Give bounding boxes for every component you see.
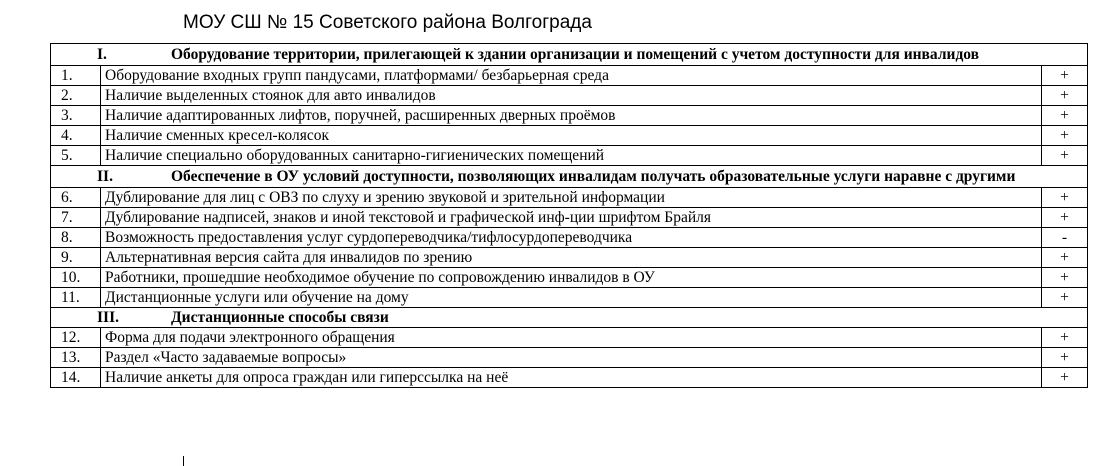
table-row — [51, 228, 1088, 248]
row-number: 5. — [51, 146, 101, 166]
row-description: Раздел «Часто задаваемые вопросы» — [101, 348, 1042, 368]
section-header-cell — [51, 166, 1088, 188]
row-number: 11. — [51, 288, 101, 308]
row-mark: + — [1042, 86, 1088, 106]
table-row — [51, 188, 1088, 208]
table-row — [51, 248, 1088, 268]
table-row — [51, 268, 1088, 288]
section-header-cell — [51, 308, 1088, 328]
row-description: Дистанционные услуги или обучение на дому — [101, 288, 1042, 308]
row-mark: + — [1042, 106, 1088, 126]
row-mark: + — [1042, 248, 1088, 268]
row-mark: + — [1042, 348, 1088, 368]
row-description: Альтернативная версия сайта для инвалидов по зрению — [101, 248, 1042, 268]
table-row — [51, 86, 1088, 106]
row-number: 1. — [51, 66, 101, 86]
document-title: МОУ СШ № 15 Советского района Волгограда — [183, 12, 592, 33]
row-number: 2. — [51, 86, 101, 106]
row-description: Наличие сменных кресел-колясок — [101, 126, 1042, 146]
section-header-row — [51, 44, 1088, 66]
table-row — [51, 208, 1088, 228]
section-heading: Обеспечение в ОУ условий доступности, позволяющих инвалидам получать образовательные услуги наравне с другими — [171, 168, 1016, 185]
row-description: Наличие анкеты для опроса граждан или гиперссылка на неё — [101, 368, 1042, 388]
row-mark: + — [1042, 188, 1088, 208]
row-mark: + — [1042, 288, 1088, 308]
table-row — [51, 328, 1088, 348]
section-number: I. — [97, 46, 107, 63]
table-row — [51, 106, 1088, 126]
row-mark: + — [1042, 208, 1088, 228]
row-number: 10. — [51, 268, 101, 288]
row-mark: + — [1042, 268, 1088, 288]
row-number: 13. — [51, 348, 101, 368]
section-heading: Оборудование территории, прилегающей к здании организации и помещений с учетом доступности для инвалидов — [171, 46, 980, 63]
section-header-row — [51, 308, 1088, 328]
section-number: II. — [97, 168, 113, 185]
row-number: 8. — [51, 228, 101, 248]
table-row — [51, 126, 1088, 146]
row-mark: + — [1042, 66, 1088, 86]
row-number: 3. — [51, 106, 101, 126]
row-description: Наличие специально оборудованных санитарно-гигиенических помещений — [101, 146, 1042, 166]
row-number: 4. — [51, 126, 101, 146]
row-number: 6. — [51, 188, 101, 208]
row-number: 7. — [51, 208, 101, 228]
section-heading: Дистанционные способы связи — [171, 309, 389, 326]
row-description: Работники, прошедшие необходимое обучение по сопровождению инвалидов в ОУ — [101, 268, 1042, 288]
table-row — [51, 348, 1088, 368]
section-header-cell — [51, 44, 1088, 66]
row-mark: + — [1042, 146, 1088, 166]
row-description: Возможность предоставления услуг сурдопереводчика/тифлосурдопереводчика — [101, 228, 1042, 248]
table-row — [51, 288, 1088, 308]
row-description: Наличие адаптированных лифтов, поручней, расширенных дверных проёмов — [101, 106, 1042, 126]
section-header-row — [51, 166, 1088, 188]
row-mark: + — [1042, 368, 1088, 388]
row-description: Наличие выделенных стоянок для авто инвалидов — [101, 86, 1042, 106]
row-description: Форма для подачи электронного обращения — [101, 328, 1042, 348]
accessibility-table — [50, 43, 1088, 388]
row-mark: - — [1042, 228, 1088, 248]
table-row — [51, 146, 1088, 166]
row-description: Дублирование надписей, знаков и иной текстовой и графической инф-ции шрифтом Брайля — [101, 208, 1042, 228]
section-number: III. — [97, 309, 119, 326]
row-mark: + — [1042, 126, 1088, 146]
row-number: 12. — [51, 328, 101, 348]
row-description: Дублирование для лиц с ОВЗ по слуху и зрению звуковой и зрительной информации — [101, 188, 1042, 208]
text-cursor — [183, 456, 184, 466]
table-row — [51, 66, 1088, 86]
row-number: 9. — [51, 248, 101, 268]
row-description: Оборудование входных групп пандусами, платформами/ безбарьерная среда — [101, 66, 1042, 86]
table-row — [51, 368, 1088, 388]
row-mark: + — [1042, 328, 1088, 348]
row-number: 14. — [51, 368, 101, 388]
